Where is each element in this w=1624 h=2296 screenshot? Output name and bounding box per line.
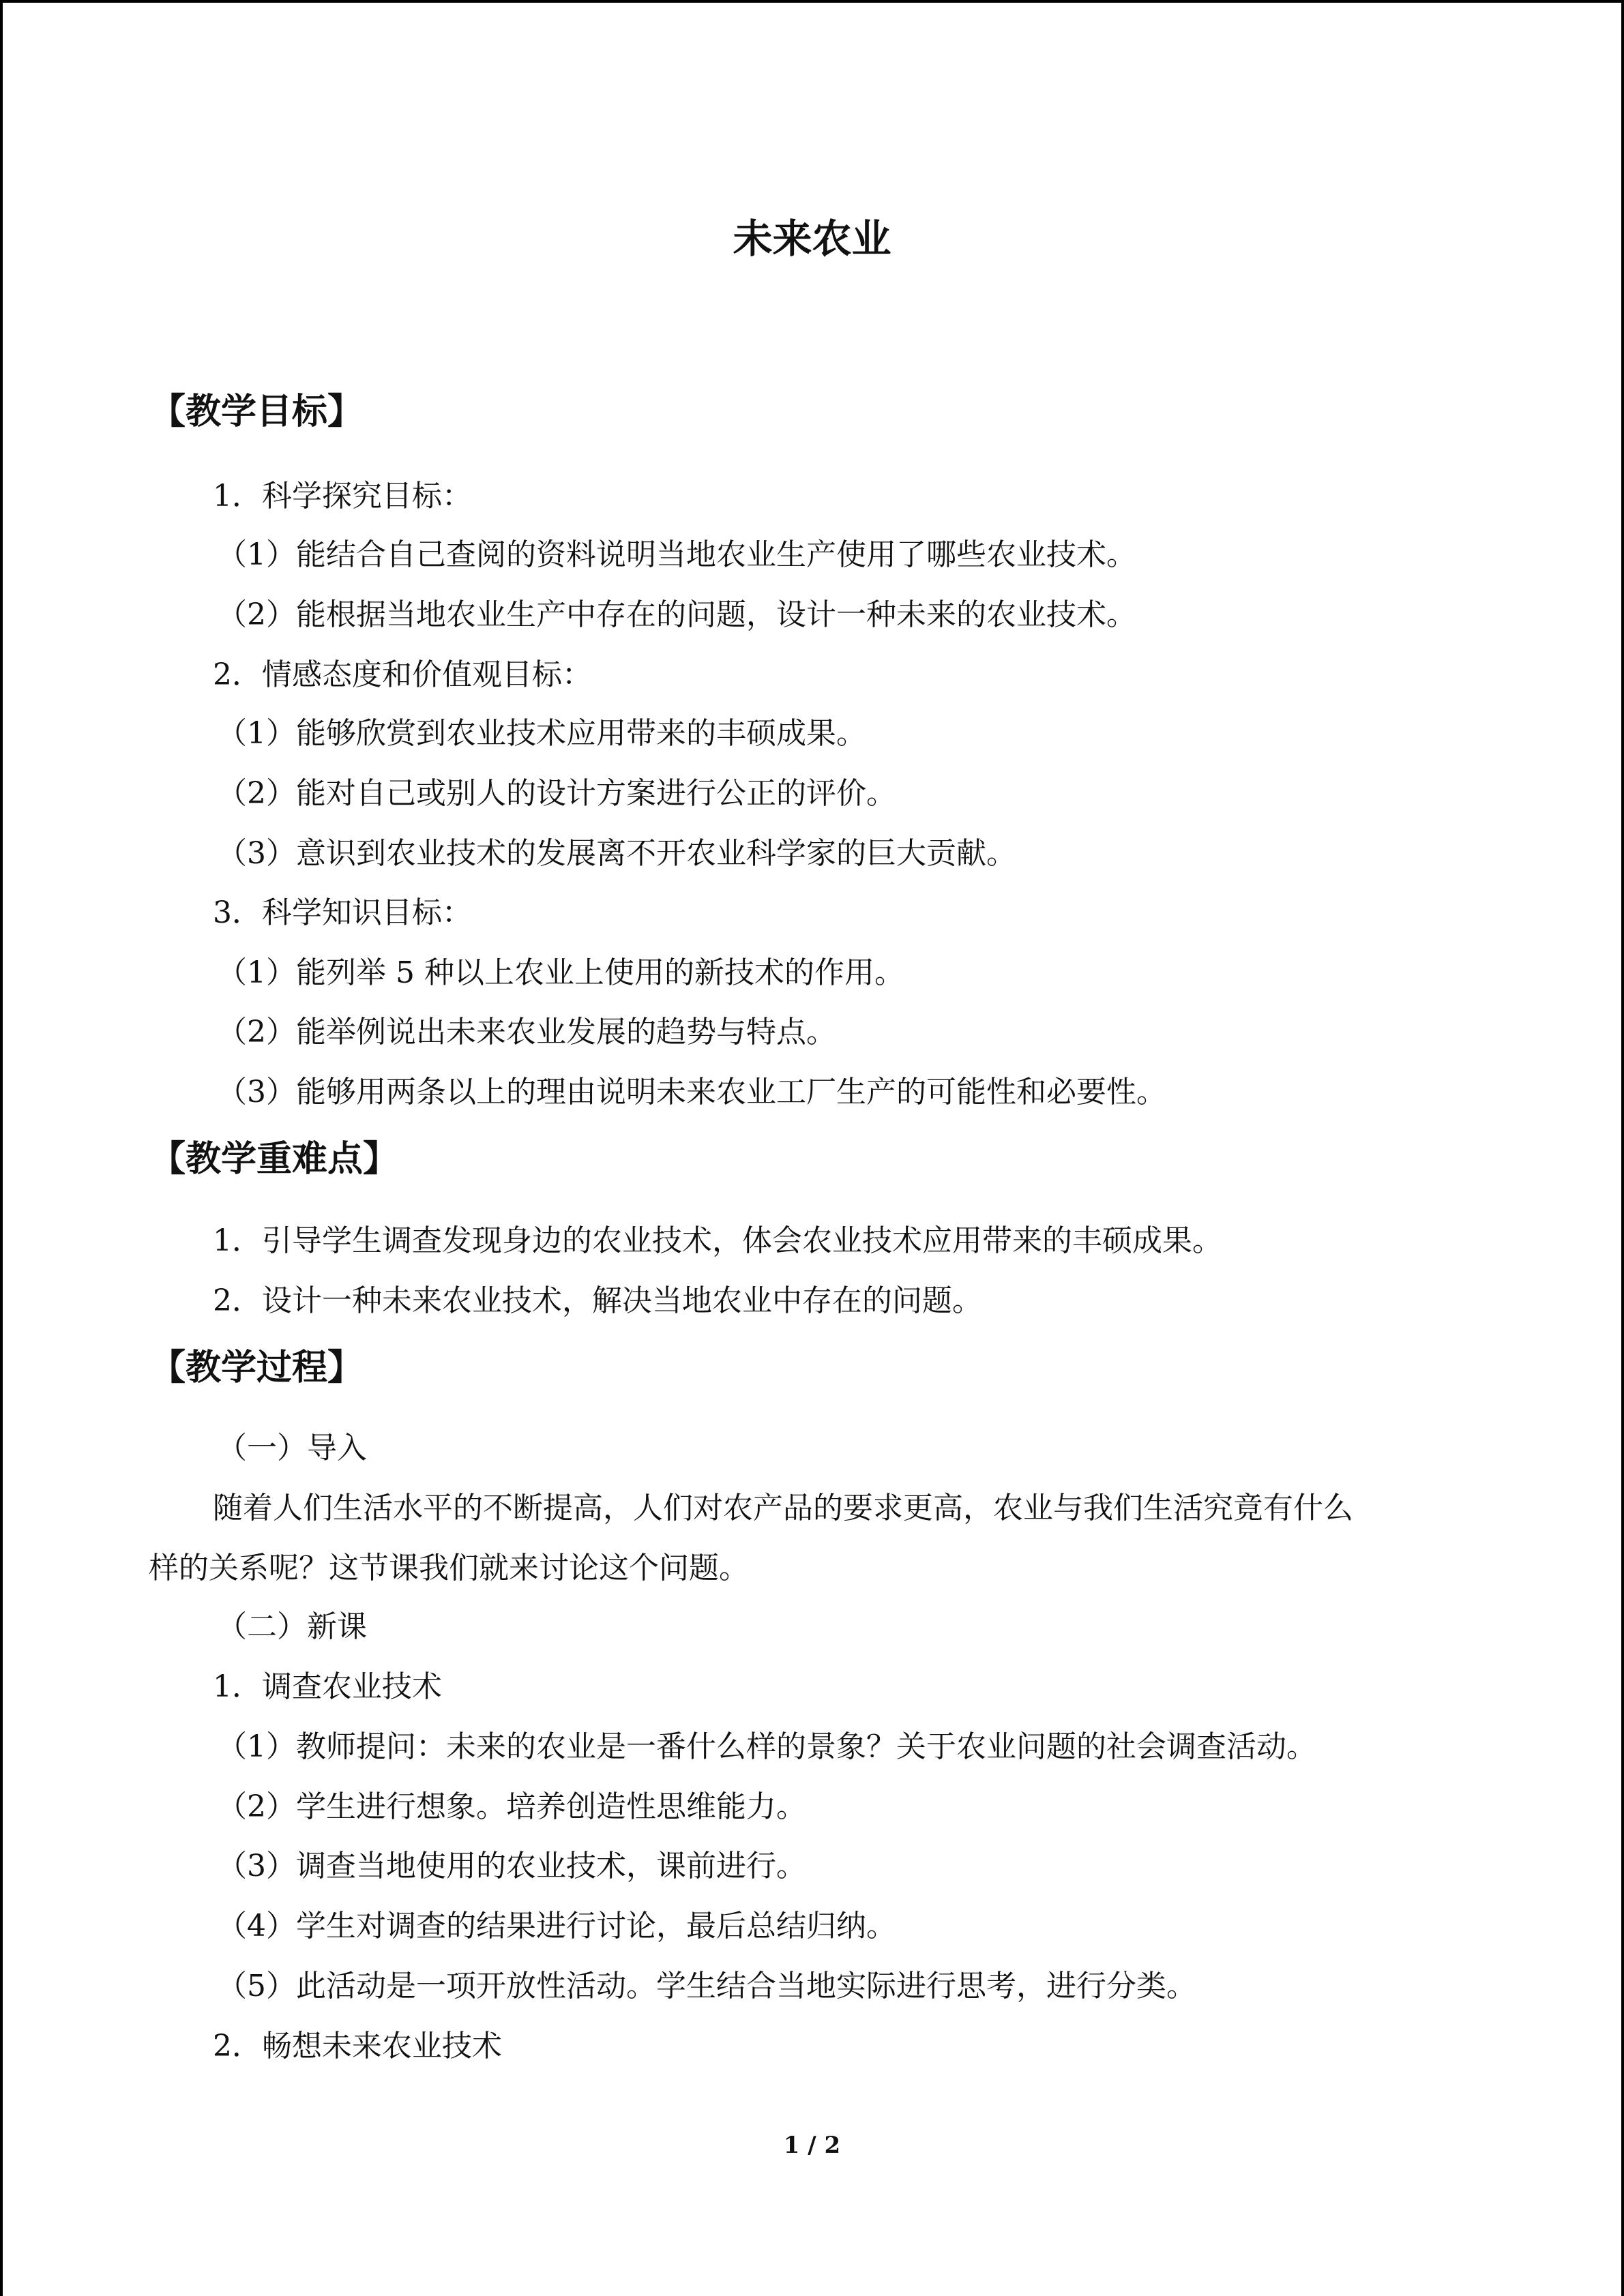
process-paragraph-line: 随着人们生活水平的不断提高，人们对农产品的要求更高，农业与我们生活究竟有什么 (213, 1491, 1353, 1525)
process-line: 1．调查农业技术 (213, 1669, 442, 1704)
process-line: （二）新课 (217, 1609, 367, 1644)
page-border-top (0, 0, 1624, 3)
process-line: 2．畅想未来农业技术 (213, 2029, 502, 2063)
goal-line: （3）意识到农业技术的发展离不开农业科学家的巨大贡献。 (217, 836, 1016, 871)
document-title: 未来农业 (733, 215, 891, 262)
goal-line: （2）能根据当地农业生产中存在的问题，设计一种未来的农业技术。 (217, 597, 1136, 632)
section-heading-teaching-process: 【教学过程】 (150, 1347, 364, 1388)
page-border-right (1621, 0, 1624, 2296)
section-heading-key-points: 【教学重难点】 (150, 1139, 399, 1180)
process-line: （1）教师提问：未来的农业是一番什么样的景象？关于农业问题的社会调查活动。 (217, 1729, 1316, 1764)
process-paragraph-line: 样的关系呢？这节课我们就来讨论这个问题。 (149, 1551, 749, 1585)
key-point-line: 1．引导学生调查发现身边的农业技术，体会农业技术应用带来的丰硕成果。 (213, 1223, 1222, 1258)
key-point-line: 2．设计一种未来农业技术，解决当地农业中存在的问题。 (213, 1283, 982, 1318)
section-heading-teaching-goals: 【教学目标】 (150, 391, 364, 432)
page-number: 1 / 2 (783, 2132, 841, 2159)
goal-line: 3．科学知识目标： (213, 895, 472, 930)
goal-line: （1）能够欣赏到农业技术应用带来的丰硕成果。 (217, 716, 866, 751)
goal-line: 1．科学探究目标： (213, 479, 472, 513)
process-line: （4）学生对调查的结果进行讨论，最后总结归纳。 (217, 1909, 896, 1943)
goal-line: 2．情感态度和价值观目标： (213, 657, 592, 692)
process-line: （一）导入 (217, 1431, 367, 1465)
goal-line: （2）能举例说出未来农业发展的趋势与特点。 (217, 1015, 836, 1049)
process-line: （3）调查当地使用的农业技术，课前进行。 (217, 1849, 806, 1883)
goal-line: （2）能对自己或别人的设计方案进行公正的评价。 (217, 776, 896, 811)
process-line: （5）此活动是一项开放性活动。学生结合当地实际进行思考，进行分类。 (217, 1969, 1196, 2003)
goal-line: （1）能列举 5 种以上农业上使用的新技术的作用。 (217, 955, 904, 990)
process-line: （2）学生进行想象。培养创造性思维能力。 (217, 1789, 806, 1824)
page-border-left (0, 0, 3, 2296)
goal-line: （3）能够用两条以上的理由说明未来农业工厂生产的可能性和必要性。 (217, 1075, 1166, 1109)
goal-line: （1）能结合自己查阅的资料说明当地农业生产使用了哪些农业技术。 (217, 537, 1136, 572)
